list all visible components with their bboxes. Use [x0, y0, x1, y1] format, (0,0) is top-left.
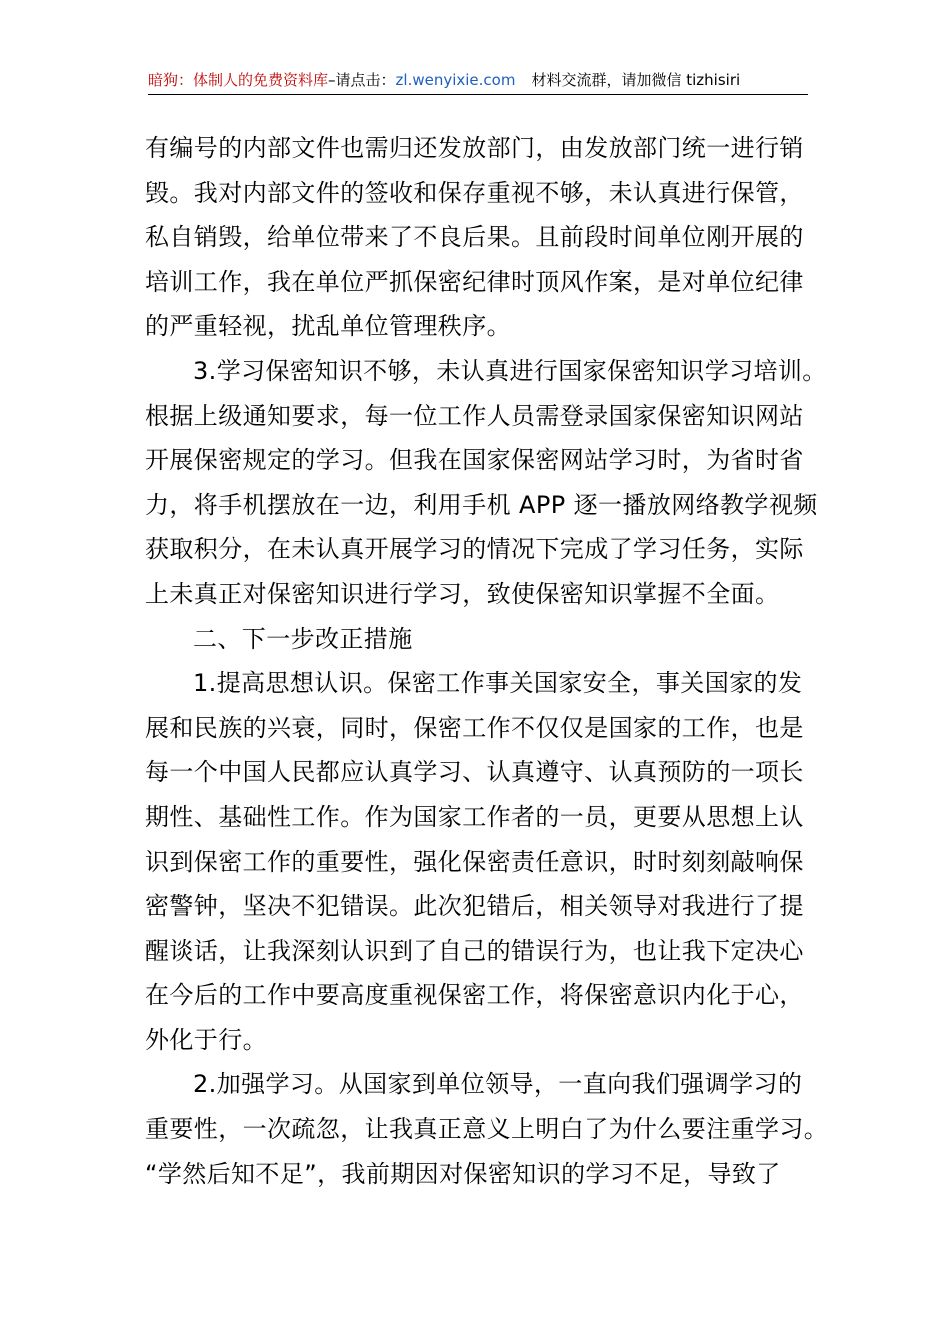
header-brand: 暗狗：体制人的免费资料库 — [148, 71, 329, 89]
section-heading: 二、下一步改正措施 — [193, 624, 413, 653]
text-line: 私自销毁，给单位带来了不良后果。且前段时间单位刚开展的 — [145, 223, 804, 252]
header-link[interactable]: zl.wenyixie.com — [395, 71, 516, 89]
paragraph-start-line: 1.提高思想认识。保密工作事关国家安全，事关国家的发 — [193, 669, 803, 698]
paragraph-start-line: 2.加强学习。从国家到单位领导，一直向我们强调学习的 — [193, 1070, 803, 1099]
text-line: 每一个中国人民都应认真学习、认真遵守、认真预防的一项长 — [145, 758, 804, 787]
text-line: 期性、基础性工作。作为国家工作者的一员，更要从思想上认 — [145, 802, 804, 831]
text-line: 外化于行。 — [145, 1025, 267, 1054]
text-line: 开展保密规定的学习。但我在国家保密网站学习时，为省时省 — [145, 446, 804, 475]
page-header — [148, 66, 808, 95]
text-line: 在今后的工作中要高度重视保密工作，将保密意识内化于心， — [145, 981, 804, 1010]
text-line: 密警钟，坚决不犯错误。此次犯错后，相关领导对我进行了提 — [145, 892, 804, 921]
paragraph-start-line: 3.学习保密知识不够，未认真进行国家保密知识学习培训。 — [193, 356, 827, 385]
text-line: 获取积分，在未认真开展学习的情况下完成了学习任务，实际 — [145, 535, 804, 564]
text-line: “学然后知不足”，我前期因对保密知识的学习不足，导致了 — [145, 1159, 781, 1188]
text-line: 根据上级通知要求，每一位工作人员需登录国家保密知识网站 — [145, 401, 804, 430]
document-body — [145, 126, 829, 1196]
header-group-note: 材料交流群，请加微信 tizhisiri — [531, 71, 741, 89]
text-line: 重要性，一次疏忽，让我真正意义上明白了为什么要注重学习。 — [145, 1115, 829, 1144]
text-line: 醒谈话，让我深刻认识到了自己的错误行为，也让我下定决心 — [145, 936, 804, 965]
text-line: 上未真正对保密知识进行学习，致使保密知识掌握不全面。 — [145, 579, 780, 608]
header-prompt: –请点击： — [328, 71, 396, 89]
text-line: 力，将手机摆放在一边，利用手机 APP 逐一播放网络教学视频 — [145, 490, 818, 519]
text-line: 毁。我对内部文件的签收和保存重视不够，未认真进行保管， — [145, 178, 804, 207]
text-line: 有编号的内部文件也需归还发放部门，由发放部门统一进行销 — [145, 134, 804, 162]
text-line: 展和民族的兴衰，同时，保密工作不仅仅是国家的工作，也是 — [145, 713, 804, 742]
text-line: 培训工作，我在单位严抓保密纪律时顶风作案，是对单位纪律 — [145, 267, 804, 296]
text-line: 识到保密工作的重要性，强化保密责任意识，时时刻刻敲响保 — [145, 847, 804, 876]
text-line: 的严重轻视，扰乱单位管理秩序。 — [145, 312, 511, 341]
